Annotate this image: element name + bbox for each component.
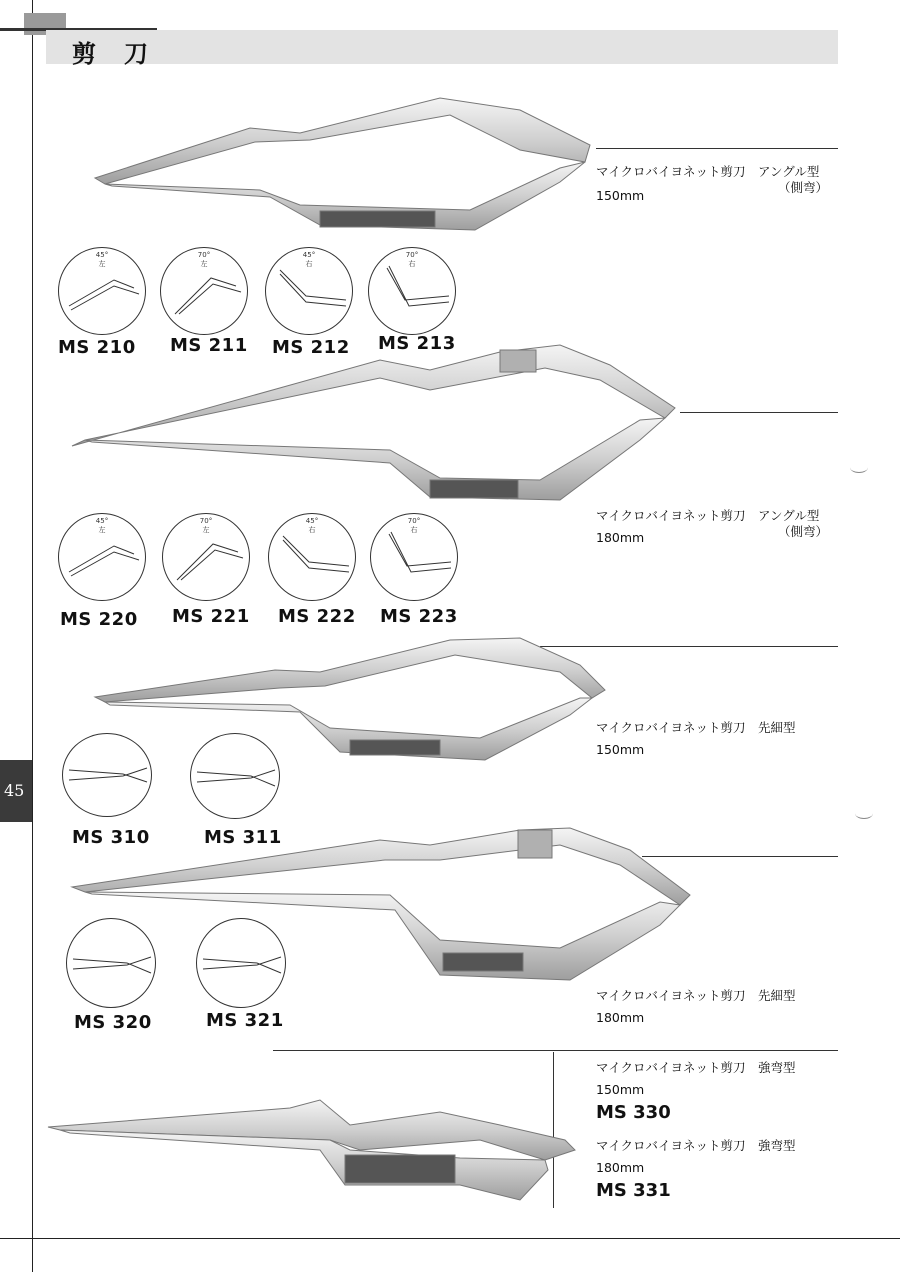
- scissors-illustration-5: [48, 1100, 575, 1200]
- product-description: [596, 986, 796, 1006]
- scissors-illustration-1: [95, 98, 590, 230]
- product-code: MS 321: [206, 1010, 284, 1031]
- product-code: MS 331: [596, 1180, 671, 1201]
- product-code: MS 222: [278, 606, 356, 627]
- product-description: [596, 1058, 796, 1078]
- page-number: 45: [4, 781, 25, 800]
- product-code: MS 212: [272, 337, 350, 358]
- product-size: 150mm: [596, 188, 645, 203]
- product-code: MS 311: [204, 827, 282, 848]
- product-name: マイクロバイヨネット剪刀 強弯型: [596, 1060, 796, 1075]
- detail-circle: [66, 918, 156, 1008]
- product-name: マイクロバイヨネット剪刀 アングル型: [596, 508, 820, 523]
- detail-circle: [160, 247, 248, 335]
- scissors-illustration-3: [95, 638, 605, 760]
- product-variant: （側弯）: [777, 180, 828, 195]
- detail-circle: [265, 247, 353, 335]
- product-code: MS 213: [378, 333, 456, 354]
- angle-label: 45°: [95, 251, 109, 259]
- scissors-illustration-2: [72, 345, 675, 500]
- detail-circle: [190, 733, 280, 819]
- detail-circle: [162, 513, 250, 601]
- angle-label: 45°: [302, 251, 316, 259]
- product-code: MS 220: [60, 609, 138, 630]
- side-label: 右: [410, 526, 418, 534]
- product-description: [596, 1136, 796, 1156]
- side-label: 左: [202, 526, 210, 534]
- side-label: 右: [408, 260, 416, 268]
- product-size: 180mm: [596, 530, 645, 545]
- product-name: マイクロバイヨネット剪刀 先細型: [596, 988, 796, 1003]
- side-label: 左: [98, 260, 106, 268]
- detail-circle: [58, 513, 146, 601]
- side-label: 右: [305, 260, 313, 268]
- product-description: [596, 718, 796, 738]
- angle-label: 45°: [305, 517, 319, 525]
- product-code: MS 221: [172, 606, 250, 627]
- product-name: マイクロバイヨネット剪刀 先細型: [596, 720, 796, 735]
- product-size: 150mm: [596, 742, 645, 757]
- section-title: 剪刀: [72, 40, 176, 68]
- angle-label: 70°: [407, 517, 421, 525]
- product-code: MS 223: [380, 606, 458, 627]
- product-size: 150mm: [596, 1082, 645, 1097]
- side-label: 右: [308, 526, 316, 534]
- detail-circle: [268, 513, 356, 601]
- detail-circle: [196, 918, 286, 1008]
- product-code: MS 310: [72, 827, 150, 848]
- scissors-illustration-4: [72, 828, 690, 980]
- product-code: MS 210: [58, 337, 136, 358]
- detail-circle: [370, 513, 458, 601]
- angle-label: 70°: [199, 517, 213, 525]
- product-size: 180mm: [596, 1160, 645, 1175]
- side-label: 左: [98, 526, 106, 534]
- side-label: 左: [200, 260, 208, 268]
- product-variant: （側弯）: [777, 524, 828, 539]
- detail-circle: [368, 247, 456, 335]
- detail-circle: [58, 247, 146, 335]
- product-code: MS 211: [170, 335, 248, 356]
- product-name: マイクロバイヨネット剪刀 強弯型: [596, 1138, 796, 1153]
- angle-label: 45°: [95, 517, 109, 525]
- product-name: マイクロバイヨネット剪刀 アングル型: [596, 164, 820, 179]
- product-size: 180mm: [596, 1010, 645, 1025]
- detail-circle: [62, 733, 152, 817]
- product-code: MS 320: [74, 1012, 152, 1033]
- angle-label: 70°: [197, 251, 211, 259]
- product-code: MS 330: [596, 1102, 671, 1123]
- angle-label: 70°: [405, 251, 419, 259]
